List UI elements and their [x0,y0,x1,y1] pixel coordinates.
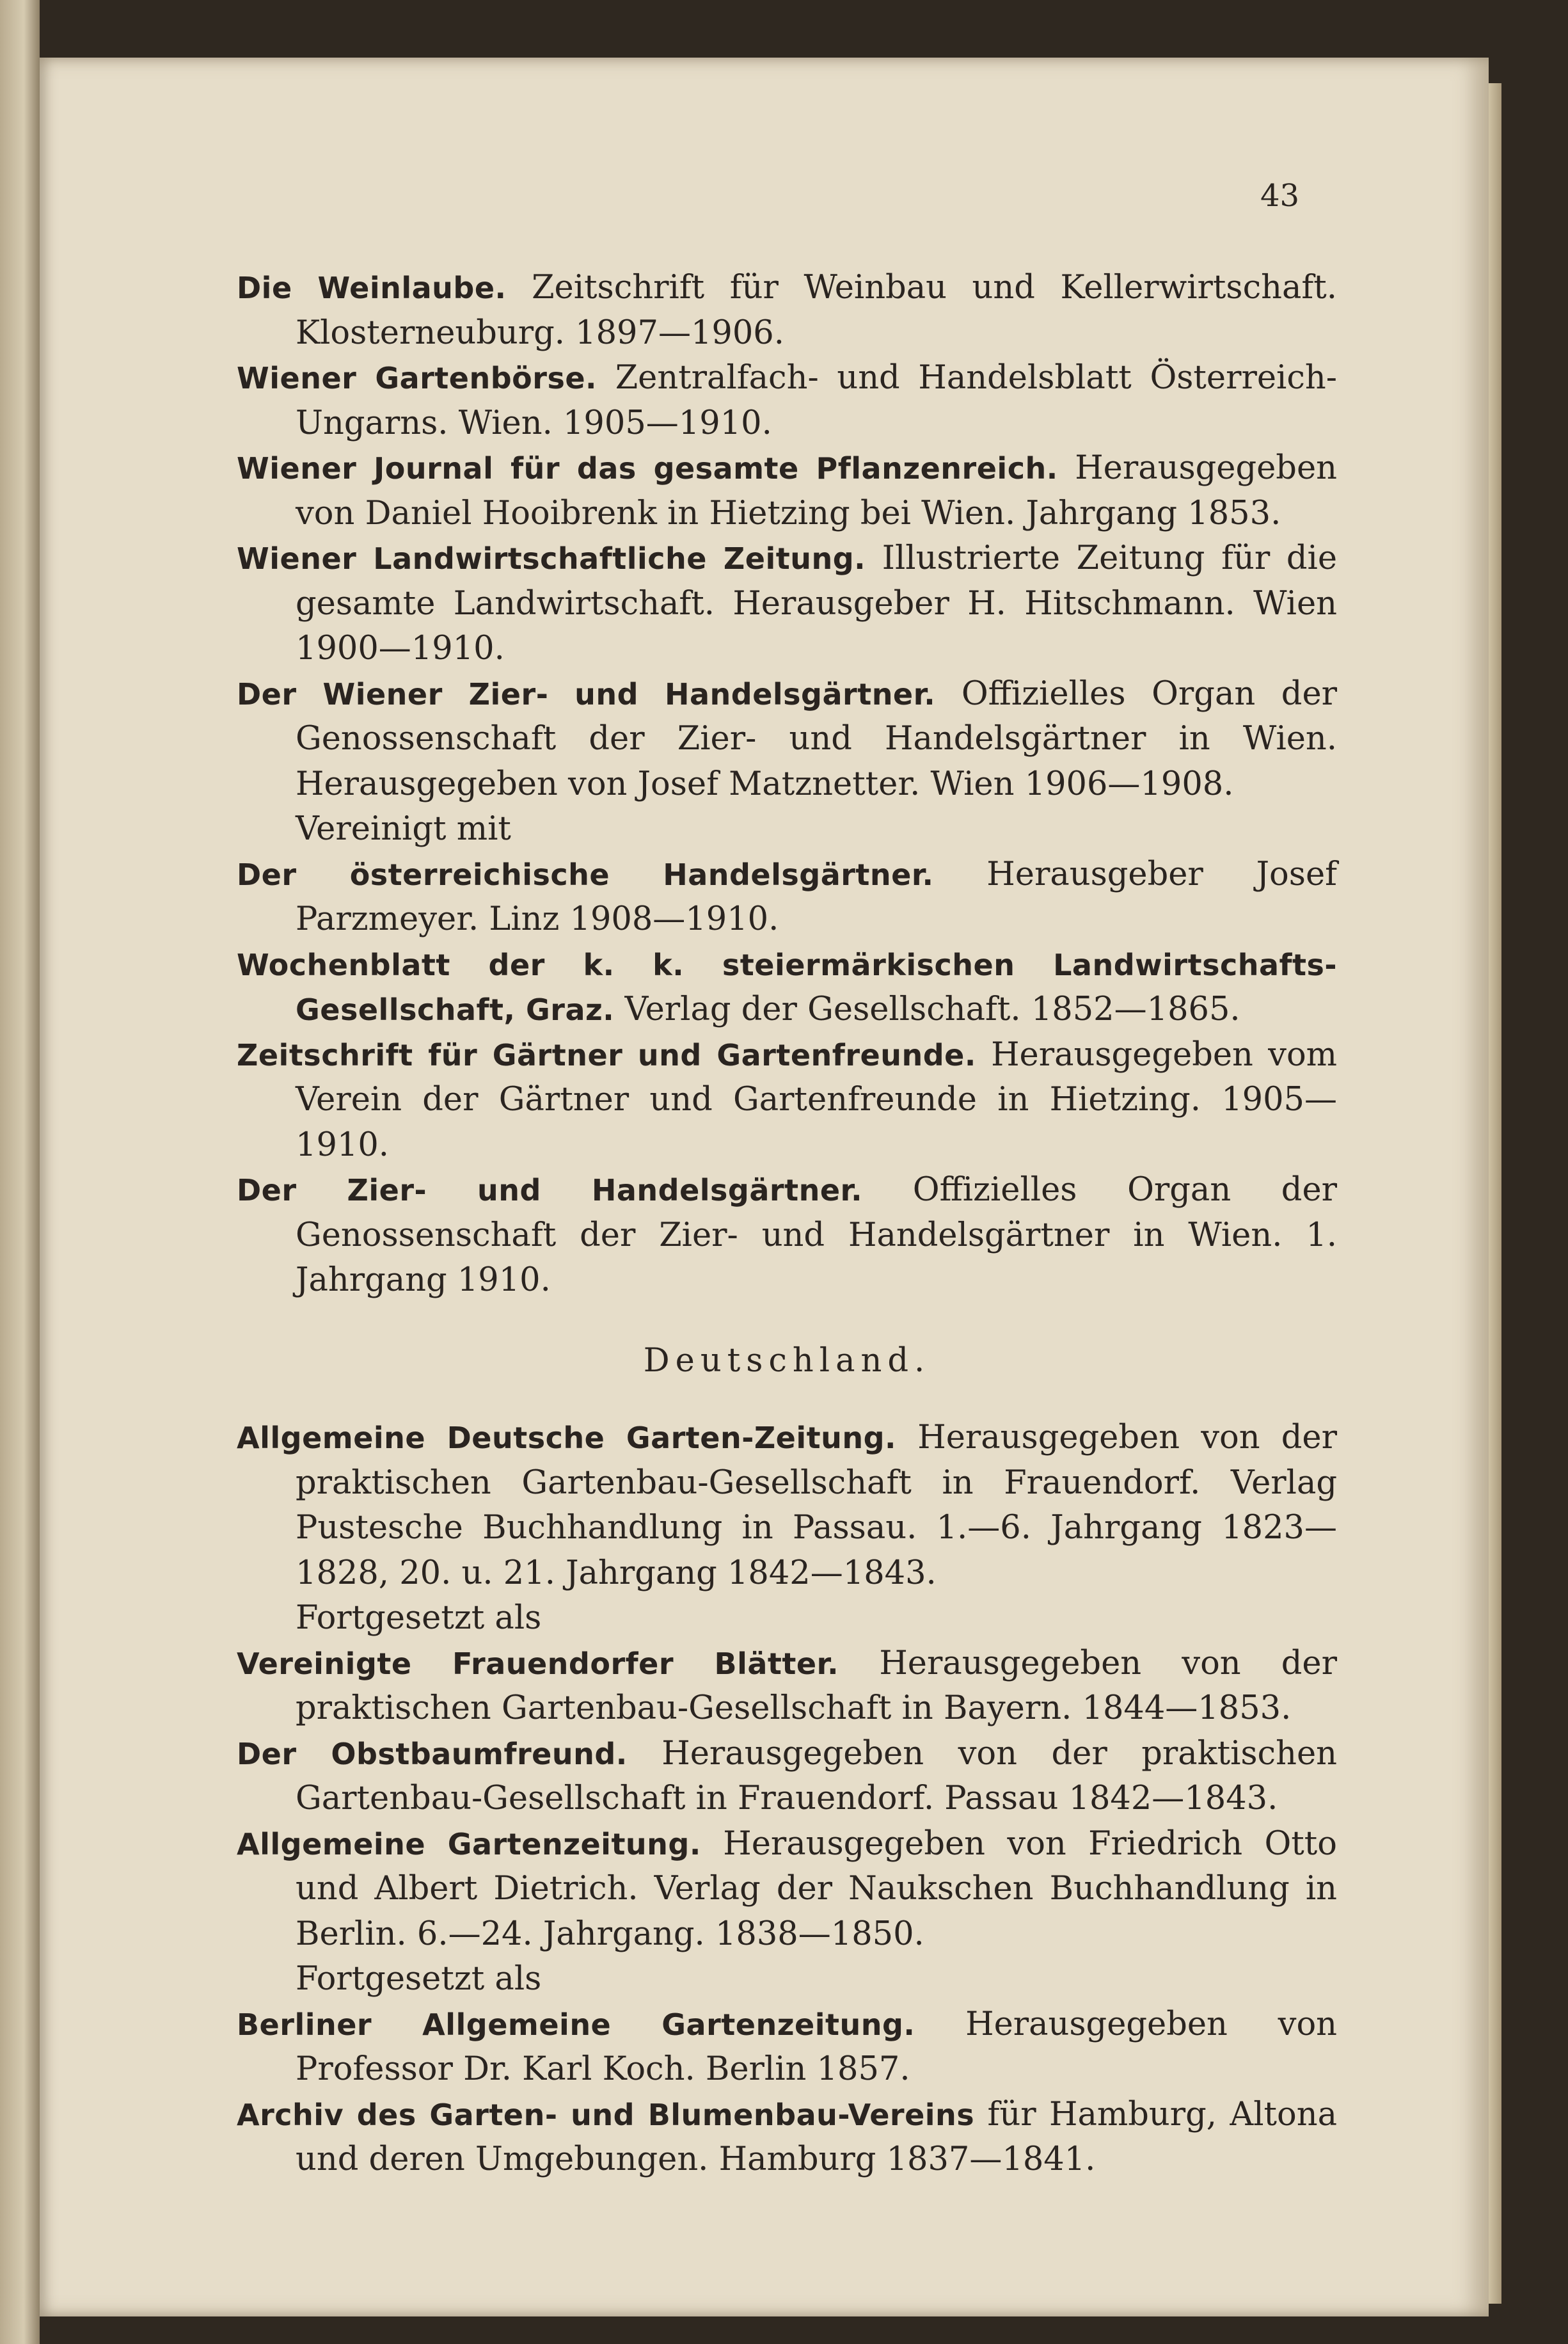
bibliography-entry [237,2093,1337,2183]
entry-title: Wiener Landwirtschaftliche Zeitung. [237,541,866,576]
bibliography-entry [237,1168,1337,1304]
bibliography-list [237,266,1337,2183]
bibliography-entry [237,1641,1337,1732]
entry-text: Herausgegeben von der praktischen Gartenbau-Gesellschaft in Frauendorf. Passau 1842—1843. [296,1734,1337,1817]
bibliography-entry [237,852,1337,943]
bibliography-entry [237,943,1337,1033]
section-heading: Deutschland. [643,1341,931,1380]
bibliography-entry [237,1415,1337,1596]
bibliography-entry [237,266,1337,356]
entry-text: Herausgegeben vom Verein der Gärtner und Gartenfreunde in Hietzing. 1905—1910. [296,1035,1338,1164]
entry-title: Allgemeine Deutsche Garten-Zeitung. [237,1421,897,1455]
bibliography-entry [237,356,1337,446]
bibliography-entry [237,2002,1337,2093]
entry-title: Der Zier- und Handelsgärtner. [237,1173,863,1208]
continuation-note: Fortgesetzt als [296,1960,542,1998]
entry-text: Herausgegeben von der praktischen Gartenbau-Gesellschaft in Bayern. 1844—1853. [296,1644,1337,1727]
entry-text: Offizielles Organ der Genossenschaft der Zier- und Handelsgärtner in Wien. Herausgegeben von Josef Matznetter. Wien 1906—1908. [296,674,1337,803]
bibliography-entry [237,1033,1337,1168]
entry-text: Zentralfach- und Handelsblatt Österreich-Ungarns. Wien. 1905—1910. [296,359,1337,442]
entry-title: Wiener Journal für das gesamte Pflanzenreich. [237,451,1058,486]
bibliography-entry [237,672,1337,808]
entry-title: Zeitschrift für Gärtner und Gartenfreunde. [237,1037,976,1072]
continuation-note: Vereinigt mit [296,810,511,848]
entry-text: Illustrierte Zeitung für die gesamte Landwirtschaft. Herausgeber H. Hitschmann. Wien 1900—1910. [296,539,1338,667]
page-number: 43 [1260,178,1300,214]
entry-title: Der österreichische Handelsgärtner. [237,857,934,892]
entry-text: Herausgegeben von Daniel Hooibrenk in Hietzing bei Wien. Jahrgang 1853. [296,449,1337,532]
continuation-note: Fortgesetzt als [296,1599,542,1637]
entry-title: Archiv des Garten- und Blumenbau-Vereins [237,2097,975,2132]
entry-title: Vereinigte Frauendorfer Blätter. [237,1646,839,1681]
entry-title: Die Weinlaube. [237,271,507,305]
entry-text: Zeitschrift für Weinbau und Kellerwirtschaft. Klosterneuburg. 1897—1906. [296,269,1337,352]
bibliography-entry [237,446,1337,536]
entry-title: Wochenblatt der k. k. steiermärkischen Landwirtschafts-Gesellschaft, Graz. [237,947,1337,1027]
page-stack-edge [1489,83,1501,2304]
entry-text: Herausgegeben von Professor Dr. Karl Koch. Berlin 1857. [296,2005,1337,2088]
entry-title: Der Wiener Zier- und Handelsgärtner. [237,676,936,712]
bibliography-entry [237,1732,1337,1822]
entry-title: Wiener Gartenbörse. [237,361,598,395]
entry-title: Allgemeine Gartenzeitung. [237,1826,701,1862]
entry-text: Offizielles Organ der Genossenschaft der Zier- und Handelsgärtner in Wien. 1. Jahrgang 1910. [296,1171,1338,1299]
entry-title: Berliner Allgemeine Gartenzeitung. [237,2007,915,2042]
facing-page-edge [0,0,40,2344]
entry-text: Herausgeber Josef Parzmeyer. Linz 1908—1910. [296,855,1337,938]
entry-text: Verlag der Gesellschaft. 1852—1865. [614,991,1240,1028]
bibliography-entry [237,536,1337,672]
entry-text: Herausgegeben von Friedrich Otto und Albert Dietrich. Verlag der Naukschen Buchhandlung in Berlin. 6.—24. Jahrgang. 1838—1850. [296,1824,1338,1953]
entry-text: für Hamburg, Altona und deren Umgebungen. Hamburg 1837—1841. [296,2095,1337,2178]
bibliography-entry [237,1822,1337,1957]
entry-text: Herausgegeben von der praktischen Gartenbau-Gesellschaft in Frauendorf. Verlag Pustesche Buchhandlung in Passau. 1.—6. Jahrgang 1823—1828, 20. u. 21. Jahrgang 1842—1843. [296,1419,1337,1592]
entry-title: Der Obstbaumfreund. [237,1736,628,1771]
